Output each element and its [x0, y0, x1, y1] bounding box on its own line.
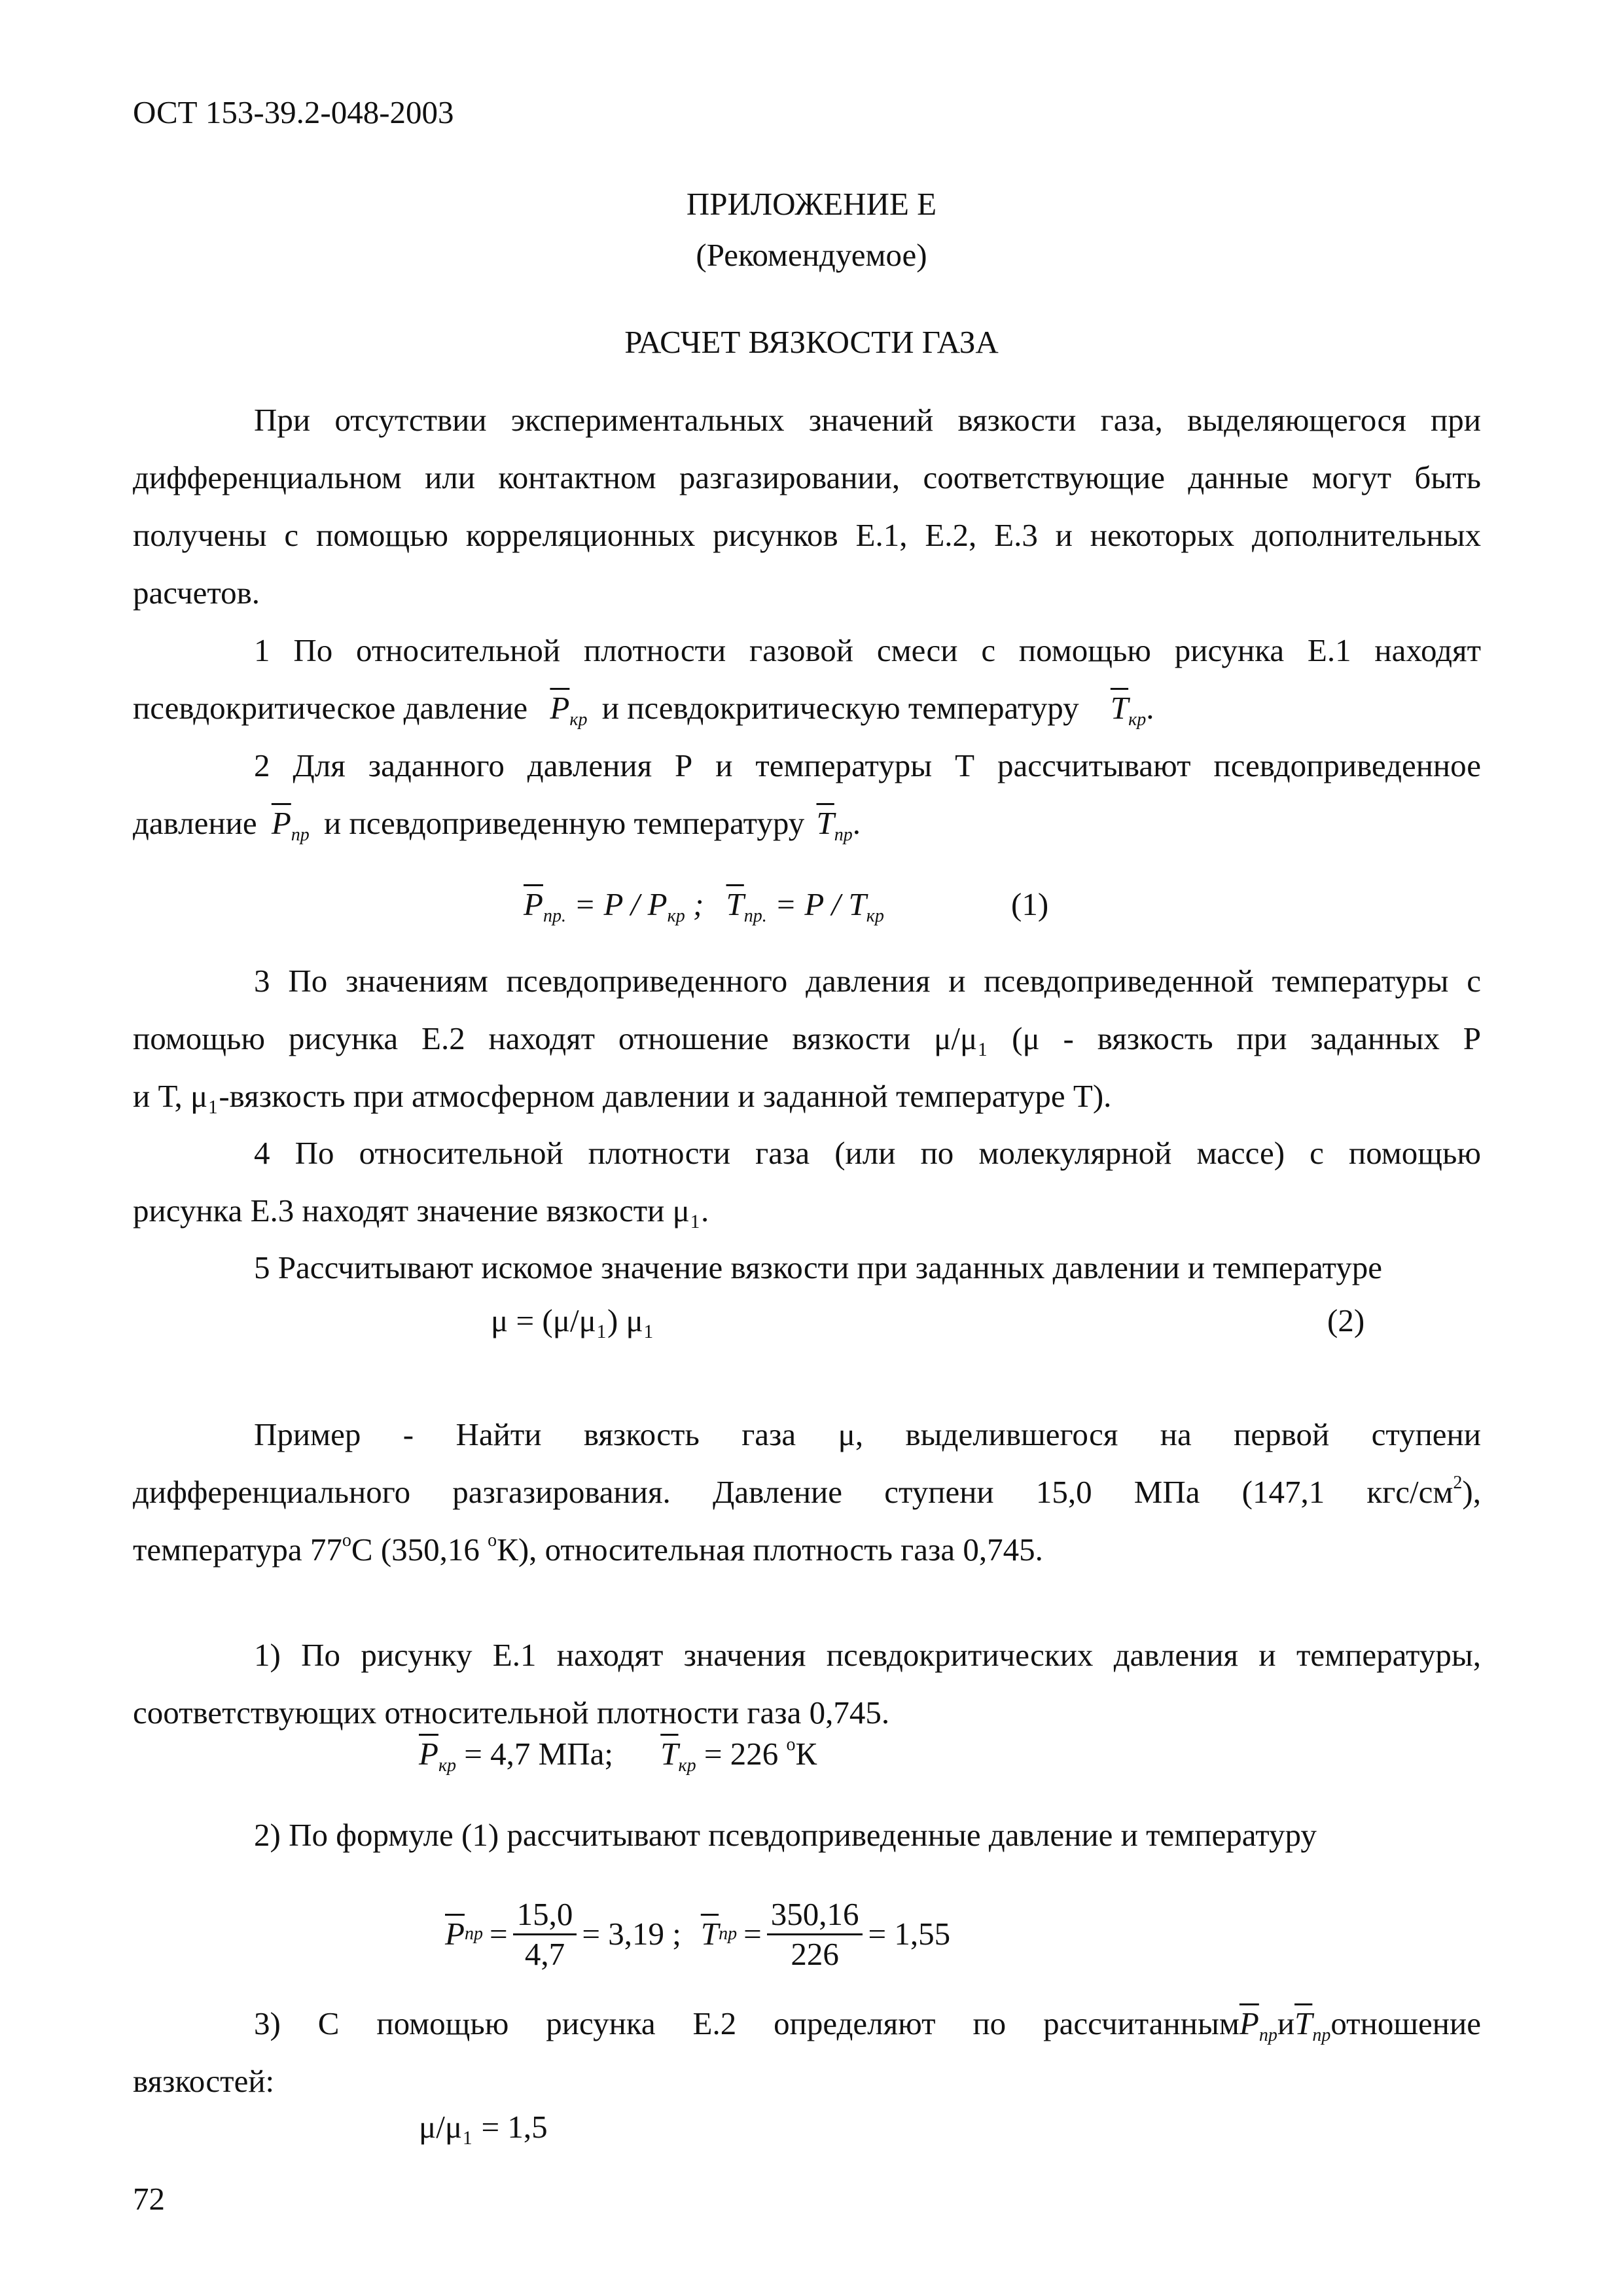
symbol-p: $\overline{P}$: [271, 805, 291, 841]
subscript: пр: [1258, 2025, 1277, 2045]
text-line: 2) По формуле (1) рассчитывают псевдоприведенные давление и температуру: [254, 1817, 1317, 1853]
text-fragment: С (350,16: [351, 1532, 488, 1568]
formula-1: [524, 885, 884, 936]
text-line: 1 По относительной плотности газовой смеси с помощью рисунка Е.1 находят: [254, 632, 1481, 668]
text-line: [133, 1521, 1481, 1579]
example-reduced-values: [445, 1892, 950, 1977]
inline-symbols: [1294, 2005, 1331, 2045]
denominator: 226: [791, 1935, 839, 1972]
text-fragment: и псевдоприведенную температуру: [324, 805, 805, 841]
symbol-p: $\overline{P}$: [419, 1736, 438, 1772]
formula-2: μ = (μ/μ₁) μ₁: [491, 1302, 654, 1338]
text-fragment: ),: [1462, 1474, 1481, 1510]
appendix-status: (Рекомендуемое): [696, 237, 927, 273]
text-fragment: и: [1277, 2005, 1295, 2041]
example-critical-values: [419, 1734, 817, 1785]
inline-symbols: [1239, 2005, 1277, 2045]
text-fragment: давление: [133, 805, 257, 841]
subscript: кр: [438, 1755, 457, 1776]
subscript: пр: [464, 1924, 483, 1944]
text-line: давление $\overline{P}_{пр}$ и псевдоприведенную температуру $\overline{T}_{пр}$.: [133, 805, 861, 845]
text-line: и Т, μ₁-вязкость при атмосферном давлении и заданной температуре Т).: [133, 1078, 1112, 1114]
subscript: кр: [569, 709, 588, 730]
text-fragment: К), относительная плотность газа 0,745.: [497, 1532, 1043, 1568]
value-text: = 3,19 ;: [582, 1916, 681, 1952]
text-fragment: и псевдокритическую температуру: [601, 690, 1079, 726]
text-line: соответствующих относительной плотности газа 0,745.: [133, 1695, 890, 1731]
text-line: [133, 1995, 1481, 2053]
viscosity-ratio-result: μ/μ₁ = 1,5: [419, 2109, 548, 2145]
formula-part: = P / T: [775, 886, 866, 922]
symbol-t: $\overline{T}$: [726, 886, 744, 922]
text-line: 5 Рассчитывают искомое значение вязкости при заданных давлении и температуре: [254, 1249, 1383, 1285]
superscript: о: [342, 1530, 351, 1551]
step-3-paragraph: [133, 952, 1481, 1125]
subscript: кр: [678, 1755, 696, 1776]
text-line: помощью рисунка Е.2 находят отношение вязкости μ/μ₁ (μ - вязкость при заданных Р: [133, 1020, 1481, 1056]
symbol-t: $\overline{T}$: [1110, 690, 1129, 726]
text-line: расчетов.: [133, 575, 260, 611]
numerator: 350,16: [767, 1895, 863, 1935]
text-line: [133, 1463, 1481, 1521]
example-step-1: [133, 1626, 1481, 1742]
fraction: [513, 1895, 577, 1973]
value-text: = 226: [704, 1736, 787, 1772]
subscript: кр: [866, 906, 884, 926]
symbol-p: $\overline{P}$: [524, 886, 543, 922]
value-text: = 4,7 МПа;: [464, 1736, 613, 1772]
denominator: 4,7: [524, 1935, 565, 1972]
subscript: пр.: [543, 906, 566, 926]
intro-paragraph: [133, 391, 1481, 622]
subscript: пр: [834, 825, 853, 845]
symbol-t: $\overline{T}$: [816, 805, 834, 841]
formula-separator: ;: [692, 886, 704, 922]
subscript: пр.: [743, 906, 767, 926]
superscript: о: [786, 1734, 796, 1755]
value-text: = 1,55: [868, 1916, 951, 1952]
equals-sign: =: [489, 1916, 508, 1952]
equals-sign: =: [743, 1916, 762, 1952]
formula-number: (2): [1327, 1302, 1365, 1338]
symbol-p: $\overline{P}$: [550, 690, 570, 726]
text-line: 3 По значениям псевдоприведенного давления и псевдоприведенной температуры с: [254, 963, 1481, 999]
text-line: При отсутствии экспериментальных значений вязкости газа, выделяющегося при: [254, 402, 1481, 438]
step-5-paragraph: [133, 1239, 1481, 1297]
numerator: 15,0: [513, 1895, 577, 1935]
text-fragment: псевдокритическое давление: [133, 690, 528, 726]
appendix-title: ПРИЛОЖЕНИЕ Е: [686, 186, 937, 222]
example-step-3: [133, 1995, 1481, 2110]
text-fragment: 3) С помощью рисунка Е.2 определяют по рассчитанным: [254, 2005, 1240, 2041]
value-text: К: [795, 1736, 817, 1772]
subscript: кр: [667, 906, 685, 926]
subscript: пр: [719, 1924, 738, 1944]
fraction: [767, 1895, 863, 1973]
example-step-2: [133, 1806, 1481, 1864]
text-line: псевдокритическое давление $\overline{P}_{кр}$ и псевдокритическую температуру $\overline{T}_{кр}$.: [133, 690, 1154, 730]
text-line: 2 Для заданного давления Р и температуры Т рассчитывают псевдоприведенное: [254, 747, 1481, 783]
subscript: пр: [291, 825, 310, 845]
text-line: рисунка Е.3 находят значение вязкости μ₁.: [133, 1193, 709, 1229]
formula-number: (1): [1011, 886, 1049, 922]
superscript: 2: [1453, 1473, 1463, 1493]
text-fragment: отношение: [1330, 2005, 1481, 2041]
page-number: 72: [133, 2181, 165, 2217]
superscript: о: [488, 1530, 497, 1551]
section-heading: РАСЧЕТ ВЯЗКОСТИ ГАЗА: [624, 324, 999, 360]
text-line: вязкостей:: [133, 2063, 275, 2099]
symbol-t: $\overline{T}$: [660, 1736, 679, 1772]
symbol-p: $\overline{P}$: [1239, 2005, 1259, 2041]
text-line: Пример - Найти вязкость газа μ, выделившегося на первой ступени: [254, 1416, 1481, 1452]
subscript: пр: [1312, 2025, 1331, 2045]
step-2-paragraph: [133, 737, 1481, 852]
text-line: 4 По относительной плотности газа (или по молекулярной массе) с помощью: [254, 1135, 1481, 1171]
step-4-paragraph: [133, 1124, 1481, 1240]
text-line: дифференциальном или контактном разгазировании, соответствующие данные могут быть: [133, 459, 1481, 495]
step-1-paragraph: [133, 622, 1481, 737]
text-line: получены с помощью корреляционных рисунков Е.1, Е.2, Е.3 и некоторых дополнительных: [133, 517, 1481, 553]
document-code: ОСТ 153-39.2-048-2003: [133, 94, 454, 130]
formula-part: = P / P: [574, 886, 668, 922]
symbol-t: $\overline{T}$: [1294, 2005, 1313, 2041]
example-paragraph: [133, 1406, 1481, 1579]
subscript: кр: [1128, 709, 1147, 730]
symbol-p: $\overline{P}$: [445, 1916, 465, 1952]
text-line: 1) По рисунку Е.1 находят значения псевдокритических давления и температуры,: [254, 1637, 1481, 1673]
symbol-t: $\overline{T}$: [700, 1916, 719, 1952]
text-fragment: температура 77: [133, 1532, 342, 1568]
text-fragment: дифференциального разгазирования. Давление ступени 15,0 МПа (147,1 кгс/см: [133, 1474, 1454, 1510]
